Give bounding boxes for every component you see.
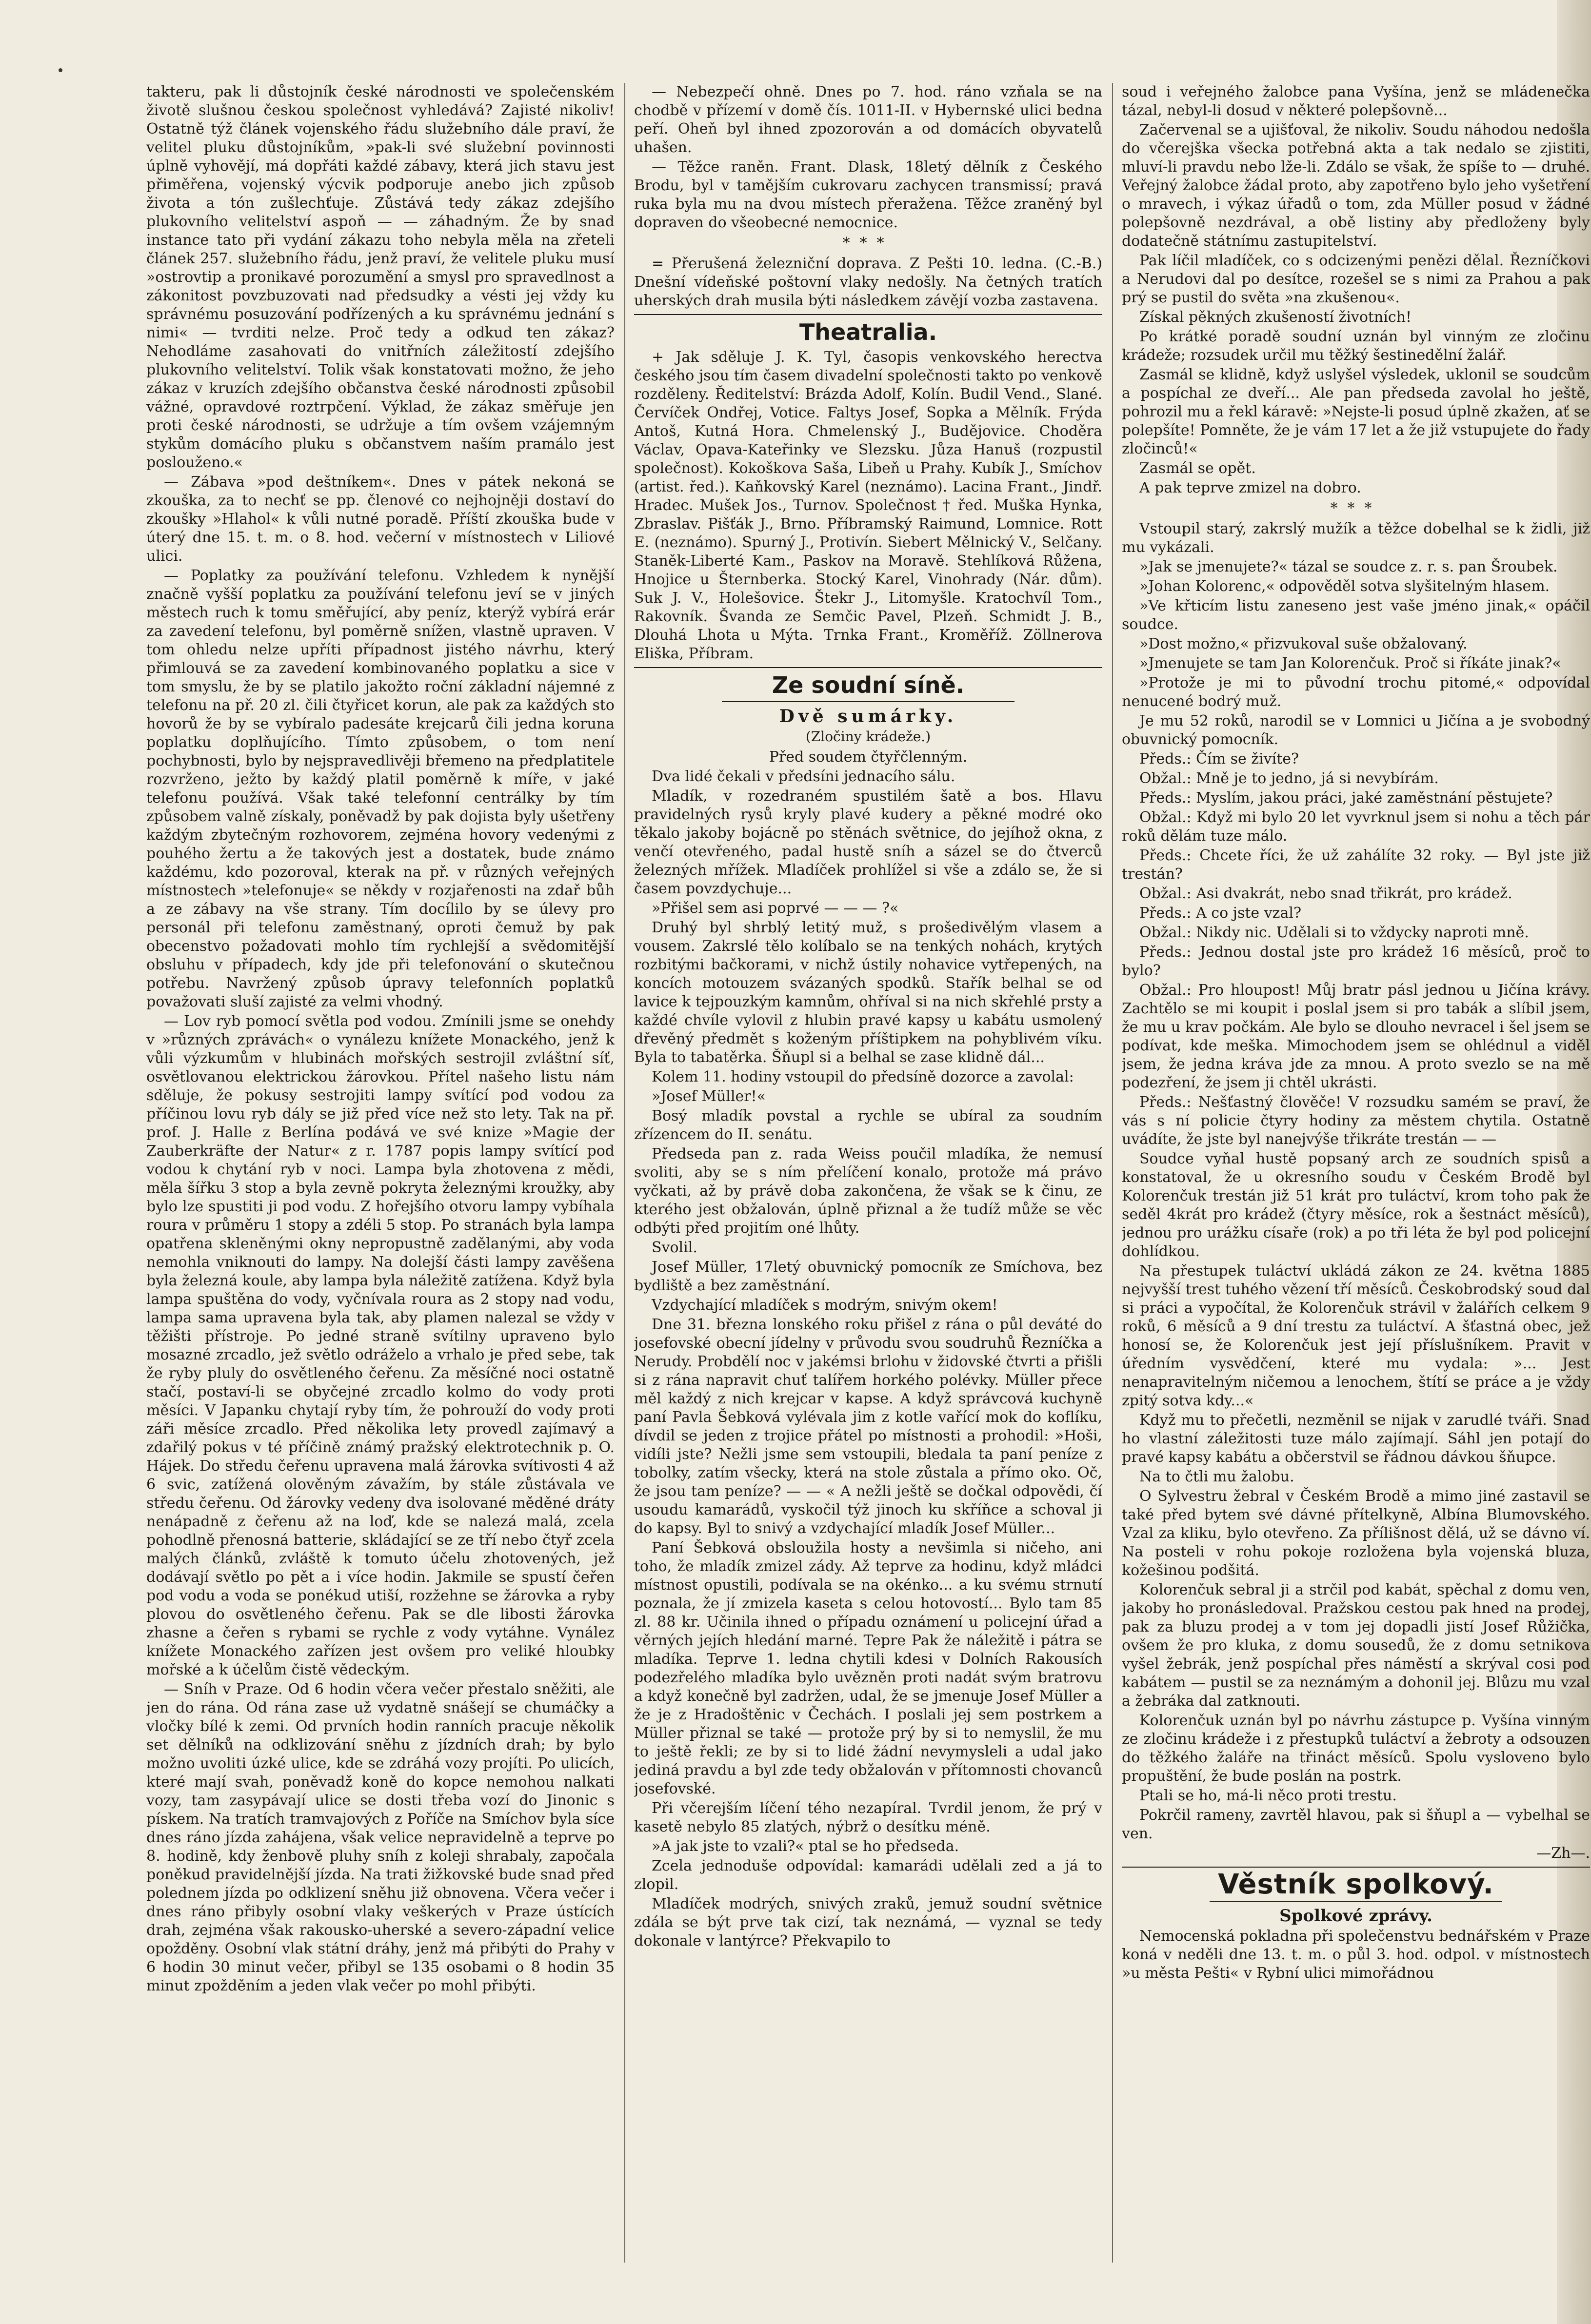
court-paragraph: Kolem 11. hodiny vstoupil do předsíně dozorce a zavolal: <box>652 1068 1074 1085</box>
column-rule <box>624 83 625 2263</box>
court-paragraph: O Sylvestru žebral v Českém Brodě a mimo jiné zastavil se také před bytem své dávné přítelkyně, Albína Blumovského. Vzal za kliku, bylo otevřeno. Za přílišnost dělá, už se dávno ví. Na posteli v rohu pokoje rozložena byla vojenská bluza, kožešinou podšitá. <box>1122 1488 1590 1579</box>
court-paragraph: Josef Müller, 17letý obuvnický pomocník ze Smíchova, bez bydliště a bez zaměstnání. <box>634 1259 1102 1294</box>
court-paragraph: »Ve křticím listu zaneseno jest vaše jméno jinak,« opáčil soudce. <box>1122 597 1590 633</box>
horizontal-rule <box>634 667 1102 668</box>
court-paragraph: Druhý byl shrblý letitý muž, s prošedivělým vlasem a vousem. Zakrslé tělo kolíbalo se na tenkých nohách, krytých rozbitými bačkorami, v nichž ústily nohavice vytřepených, na koncích motouzem svázaných spodků. Stařík belhal se od lavice k tejpouzkým kamnům, ohříval si na nich skřehlé prsty a každé chvíle vylovil z hlubin pravé kapsy u kabátu usmolený dřevěný předmět s koženým příštipkem na pohyblivém víku. Byla to tabatěrka. Šňupl si a belhal se zase klidně dál... <box>634 919 1102 1066</box>
court-paragraph: Mladík, v rozedraném spustilém šatě a bos. Hlavu pravidelných rysů kryly plavé kudery a pěkné modré oko těkalo jakoby bojácně po stěnách světnice, do jejíhož okna, z venčí otevřeného, padal hustě sníh a sázel se do čtverců železných mřížek. Mladíček prohlížel si vše a zdálo se, že si časem povzdychuje... <box>634 788 1102 897</box>
section-title-vestnik: Věstník spolkový. <box>1218 1869 1494 1900</box>
court-paragraph: »A jak jste to vzali?« ptal se ho předseda. <box>652 1838 959 1855</box>
court-paragraph: »Josef Müller!« <box>652 1088 766 1105</box>
court-paragraph: Když mu to přečetli, nezměnil se nijak v zarudlé tváři. Snad ho vlastní záležitosti tuze málo zajímají. Sáhl jen potají do pravé kapsy kabátu a občerstvil se řádnou dávkou šňupce. <box>1122 1412 1590 1466</box>
news-item-telephone: — Poplatky za používání telefonu. Vzhledem k nynější značně vyšší poplatku za používání telefonu jeví se v jiných městech ruch k tomu směřující, aby peníz, kterýž vybírá erár za zavedení telefonu, byl poměrně snížen, vlastně upraven. V tom ohledu nelze upříti případnost jistého návrhu, který přimlouvá se za zavedení kombinovaného poplatku a sice v tom smyslu, že by se platilo jakožto roční základní nájemné z telefonu na př. 20 zl. čili čtyřicet korun, ale pak za každých sto hovorů že by se vybíralo padesáte krejcarů čili jedna koruna poplatku doplňujícího. Tímto způsobem, o tom není pochybnosti, bylo by nejspravedlivěji břemeno na předplatitele rozvrženo, ježto by každý platil poměrně k míře, v jaké telefonu používá. Však také telefonní centrálky by tím způsobem valně získaly, poněvadž by pak dojista byly ušetřeny každým zbytečným rozhovorem, zejména hovory vedenými z pouhého žertu a že takových jest a dostatek, bude známo každému, kdo pozoroval, kterak na př. v různých veřejných místnostech »telefonuje« se někdy v rozjařenosti na zdař bůh a ze zábavy na vše strany. Tím docílilo by se úlevy pro personál při telefonu zaměstnaný, oproti čemuž by pak obecenstvo požadovati mohlo tím rychlejší a svědomitější obsluhu v případech, kdy jde při telefonování o skutečnou potřebu. Navržený způsob úpravy telefonních poplatků považovati sluší zajisté za velmi vhodný. <box>146 567 615 1010</box>
horizontal-rule <box>1122 1867 1590 1868</box>
court-paragraph: Na to čtli mu žalobu. <box>1139 1468 1294 1485</box>
court-paragraph: Po krátké poradě soudní uznán byl vinným ze zločinu krádeže; rozsudek určil mu těžký šestinedělní žalář. <box>1122 328 1590 364</box>
news-item-fire: — Nebezpečí ohně. Dnes po 7. hod. ráno vzňala se na chodbě v přízemí v domě čís. 1011-II. v Hybernské ulici bedna peří. Oheň byl ihned zpozorován a od domácích obyvatelů uhašen. <box>634 83 1102 156</box>
court-dialogue: Předs.: Chcete říci, že už zahálíte 32 roky. — Byl jste již trestán? <box>1122 847 1590 883</box>
column-1 <box>146 83 615 2267</box>
court-paragraph: »Johan Kolorenc,« odpověděl sotva slyšitelným hlasem. <box>1139 578 1550 595</box>
court-paragraph: Zasmál se klidně, když uslyšel výsledek, uklonil se soudcům a pospíchal ze dveří... Ale pan předseda zavolal ho ještě, pohrozil mu a řekl káravě: »Nejste-li posud úplně zkažen, ať se polepšíte! Pomněte, že je vám 17 let a že již vstupujete do řady zločinců!« <box>1122 366 1590 457</box>
court-paragraph: Pak líčil mladíček, co s odcizenými penězi dělal. Řezníčkovi a Nerudovi dal po desítce, rozešel se s nimi za Prahou a pak prý se pustil do světa »na zkušenou«. <box>1122 252 1590 306</box>
news-item-railway: = Přerušená železniční doprava. Z Pešti 10. ledna. (C.-B.) Dnešní vídeňské poštovní vlaky nedošly. Na četných tratích uherských drah musila býti následkem závějí vozba zastavena. <box>634 255 1102 309</box>
news-item-injured: — Těžce raněn. Frant. Dlask, 18letý dělník z Českého Brodu, byl v tamějším cukrovaru zachycen transmissí; pravá ruka byla mu na dvou místech přeražena. Těžce zraněný byl dopraven do všeobecné nemocnice. <box>634 158 1102 231</box>
court-paragraph: Vstoupil starý, zakrslý mužík a těžce dobelhal se k židli, již mu vykázali. <box>1122 520 1590 556</box>
column-rule <box>1112 83 1113 2263</box>
court-dialogue: Obžal.: Nikdy nic. Udělali si to vždycky naproti mně. <box>1139 924 1529 941</box>
court-tribunal: Před soudem čtyřčlenným. <box>769 748 968 766</box>
court-dialogue: Obžal.: Když mi bylo 20 let vyvrknul jsem si nohu a těch pár roků dělám tuze málo. <box>1122 809 1590 845</box>
court-subnote: (Zločiny krádeže.) <box>805 729 931 745</box>
court-paragraph: »Protože je mi to původní trochu pitomé,« odpovídal nenucené bodrý muž. <box>1122 674 1590 710</box>
court-paragraph: A pak teprve zmizel na dobro. <box>1139 479 1361 496</box>
article-paragraph: takteru, pak li důstojník české národnosti ve společenském životě slušnou českou společnost vyhledává? Zajisté nikoliv! Ostatně týž článek vojenského řádu služebního dále praví, že velitel pluku důstojníkům, »pak-li své služební povinnosti úplně vyhovějí, má dopřáti každé zábavy, která jich stavu jest přiměřena, vojenský výcvik podporuje anebo jich způsob života a tón zušlechťuje. Zůstává tedy zákaz zdejšího plukovního velitelství aspoň — — záhadným. Že by snad instance tato při vydání zákazu toho nebyla měla na zřeteli článek 257. služebního řádu, jenž praví, že velitele pluku musí »ostrovtip a pronikavé porozumění a smysl pro spravedlnost a zákonitost povzbuzovati nad předsudky a vésti jej vždy ku správnému posuzování podřízených a ku správnému jednání s nimi« — tvrditi nelze. Proč tedy a odkud ten zákaz? Nehodláme zasahovati do vnitřních záležitostí zdejšího plukovního velitelství. Tolik však konstatovati možno, že jeho zákaz v kruzích zdejšího občanstva české národnosti způsobil vážné, opravdové roztrpčení. Výklad, že zákaz směřuje jen proti české národnosti, se udržuje a tím ovšem vzájemným stykům domácího pluku s občanstvem naším pramálo jest poslouženo.« <box>146 83 615 471</box>
court-dialogue: Předs.: A co jste vzal? <box>1139 905 1302 922</box>
court-paragraph: Svolil. <box>652 1239 697 1256</box>
court-paragraph: »Jmenujete se tam Jan Kolorenčuk. Proč si říkáte jinak?« <box>1139 655 1561 672</box>
vestnik-subhead: Spolkové zprávy. <box>1279 1906 1432 1926</box>
court-dialogue: Předs.: Čím se živíte? <box>1139 750 1299 768</box>
news-item-snow: — Sníh v Praze. Od 6 hodin včera večer přestalo sněžiti, ale jen do rána. Od rána zase už vydatně snášejí se chumáčky a vločky bílé k zemi. Od prvních hodin ranních pracuje několik set dělníků na odklizování sněhu z jízdních drah; by bylo možno uvoliti úzké ulice, kde se zdráhá vozy projíti. Po ulicích, které mají svah, poněvadž koně do kopce nemohou nalkati vozy, tam zasypávají ulice se dosti třeba vozí do Jinonic s pískem. Na tratích tramvajových z Poříče na Smíchov byla síce dnes ráno jízda zahájena, však velice nepravidelně a teprve po 8. hodině, kdy ženbově pluhy sníh z koleji shrabaly, započala poněkud pravidelnější jízda. Na trati žižkovské bude snad před polednem jízda po odklizení sněhu již obnovena. Včera večer i dnes ráno přibyly osobní vlaky veškerých v Praze ústících drah, zejména však rakousko-uherské a severo-západní velice opožděny. Osobní vlak státní dráhy, jenž má přibýti do Prahy v 6 hodin 30 minut večer, přibyl se 135 osobami o 8 hodin 35 minut zpožděním a jeden vlak večer po mohl přibýti. <box>146 1681 615 1994</box>
court-paragraph: Na přestupek tuláctví ukládá zákon ze 24. května 1885 nejvyšší trest tuhého vězení tří měsíců. Českobrodský soud dal si práci a vypočítal, že Kolorenčuk strávil v žalářích celkem 9 roků, 6 měsíců a 9 dní trestu za tuláctví. A šťastná obec, jež honosí se, že Kolorenčuk jest její příslušníkem. Pravit v úředním vysvědčení, které mu vydala: »... Jest nenapravitelným ničemou a lenochem, štítí se práce a je vždy zpitý sotva kdy...« <box>1122 1262 1590 1409</box>
court-paragraph: Předseda pan z. rada Weiss poučil mladíka, že nemusí svoliti, aby se s ním přelíčení konalo, protože má právo vyčkati, až by právě doba zakončena, že však se k činu, ze kterého jest obžalován, úplně přiznal a že tudíž může se věc odbýti před projitím oné lhůty. <box>634 1145 1102 1237</box>
column-2 <box>634 83 1102 2267</box>
ink-speck <box>59 68 62 72</box>
court-paragraph: Paní Šebková obsloužila hosty a nevšimla si ničeho, ani toho, že mladík zmizel zády. Až teprve za hodinu, když mládci místnost opustili, podívala se na okénko... a ku svému strnutí poznala, že jí zmizela kaseta s celou hotovostí... Bylo tam 85 zl. 88 kr. Učinila ihned o případu oznámení u policejní úřad a věrných jejích hledání marné. Tepre Pak že náležitě i pátra se mladíka. Teprve 1. ledna chytili kdesi v Dolních Rakousích podezřelého mladíka bylo uvězněn proti nadát svým bratrovu a když konečně byl zadržen, udal, že se jmenuje Josef Müller a že je z Hradoštěnic v Čechách. I poslali jej sem postrkem a Müller přiznal se také — protože prý by si to nemyslil, že mu to ještě řekli; ze by si to lidé žádní nevymysleli a udal jako jediná pravdu a byl zde tedy obžalován v přítomnosti chovanců josefovské. <box>634 1539 1102 1797</box>
news-item-umbrella: — Zábava »pod deštníkem«. Dnes v pátek nekoná se zkouška, za to nechť se pp. členové co nejhojněji dostaví do zkoušky »Hlahol« k vůli nutné poradě. Příští zkouška bude v úterý dne 15. t. m. o 8. hod. večerní v místnostech v Liliové ulici. <box>146 473 615 565</box>
author-signature: —Zh—. <box>1536 1845 1590 1862</box>
court-paragraph: Ptali se ho, má-li něco proti trestu. <box>1139 1787 1397 1804</box>
court-paragraph: soud i veřejného žalobce pana Vyšína, jenž se mládenečka tázal, nebyl-li dosud v některé polepšovně... <box>1122 83 1590 119</box>
news-item-fishing-light: — Lov ryb pomocí světla pod vodou. Zmínili jsme se onehdy v »různých zprávách« o vynálezu knížete Monackého, jenž k vůli výzkumům v hlubinách mořských sestrojil zvláštní síť, osvětlovanou elektrickou žárovkou. Přítel našeho listu nám sděluje, že pokusy sestrojiti lampy svítící pod vodou za příčinou lovu ryb dály se již před více než sto lety. Tak na př. prof. J. Halle z Berlína podává ve své knize »Magie der Zauberkräfte der Natur« z r. 1787 popis lampy svítící pod vodou k chytání ryb v noci. Lampa byla zhotovena z mědi, měla šířku 3 stop a byla zevně pokryta železnými kroužky, aby bylo lze spustiti ji pod vodu. Z hořejšího otvoru lampy vybíhala roura v průměru 1 stopy a zdéli 5 stop. Po stranách byla lampa opatřena skleněnými okny nepropustně zadělanými, aby voda nemohla vniknouti do lampy. Na dolejší části lampy zavěšena byla železná koule, aby lampa byla náležitě zatížena. Když byla lampa spuštěna do vody, vyčnívala roura as 2 stopy nad vodu, lampa sama upravena byla tak, aby plamen nalezal se vždy v těžišti přístroje. Po jedné straně svítilny upraveno bylo mosazné zrcadlo, jež světlo odráželo a vrhalo je před sebe, tak že ryby pluly do osvětleného čeřenu. Za měsíčné noci ostatně stačí, postaví-li se obyčejné zrcadlo kolmo do vody proti měsíci. V Japanku chytají ryby tím, že pohrouží do vody proti záři měsíce zrcadlo. Před několika lety provedl zajímavý a zdařilý pokus v té příčině známý pražský elektrotechnik p. O. Hájek. Do středu čeřenu upravena malá žárovka svítivosti 4 až 6 svic, zatížená olověným závažím, by stále zůstávala ve středu čeřenu. Od žárovky vedeny dva isolované měděné dráty nenápadně z čeřenu až na loď, kde se nalezá malá, zcela pohodlně přenosná batterie, skládající se ze tří nebo čtyř zcela malých článků, zvláště k tomuto účelu zhotovených, jež dodávají světlo po pět a i více hodin. Jakmile se spustí čeřen pod vodu a voda se ponékud utiší, rozžehne se žárovka a ryby plovou do osvětleného čeřenu. Pak se dle libosti žárovka zhasne a čeřen s rybami se rychle z vody vytáhne. Vynález knížete Monackého zařízen jest ovšem pro veliké hloubky mořské a k účelům čistě vědeckým. <box>146 1013 615 1678</box>
court-paragraph: »Přišel sem asi poprvé — — — ?« <box>652 900 899 917</box>
column-3 <box>1122 83 1590 2267</box>
court-paragraph: Začervenal se a ujišťoval, že nikoliv. Soudu náhodou nedošla do včerejška všecka potřebná akta a tak nedalo se zjistiti, mluví-li pravdu nebo lže-li. Zdálo se však, že spíše to — druhé. Veřejný žalobce žádal proto, aby zapotřeno bylo jeho vyšetření o mravech, i výkaz úřadů o tom, zda Müller posud v žádné polepšovně nezdrával, a obě listiny aby předloženy byly dodatečně státnímu zastupitelství. <box>1122 121 1590 250</box>
court-paragraph: Mladíček modrých, snivých zraků, jemuž soudní světnice zdála se být prve tak cizí, tak neznámá, — vyznal se tedy dokonale v lantýrce? Překvapilo to <box>634 1895 1102 1950</box>
court-paragraph: »Jak se jmenujete?« tázal se soudce z. r. s. pan Šroubek. <box>1139 558 1558 575</box>
court-paragraph: Pokrčil rameny, zavrtěl hlavou, pak si šňupl a — vybelhal se ven. <box>1122 1807 1590 1842</box>
horizontal-rule <box>634 314 1102 315</box>
divider-line <box>1210 1901 1502 1902</box>
court-dialogue: Obžal.: Pro hloupost! Můj bratr pásl jednou u Jičína krávy. Zachtělo se mi koupit i poslal jsem si pro tabák a slíbil jsem, že mu u krav počkám. Ale bylo se dlouho nevracel i šel jsem se podívat, kde meška. Mimochodem jsem se ohlédnul a viděl jsem, že jedna kráva jde za mnou. A proto svezlo se na mě podezření, že jsem ji chtěl ukrásti. <box>1122 982 1590 1091</box>
court-paragraph: »Dost možno,« přizvukoval suše obžalovaný. <box>1139 635 1468 652</box>
court-dialogue: Obžal.: Asi dvakrát, nebo snad třikrát, pro krádež. <box>1139 885 1512 902</box>
court-paragraph: Bosý mladík povstal a rychle se ubíral za soudním zřízencem do II. senátu. <box>634 1107 1102 1143</box>
court-dialogue: Předs.: Jednou dostal jste pro krádež 16 měsíců, proč to bylo? <box>1122 944 1590 979</box>
court-paragraph: Je mu 52 roků, narodil se v Lomnici u Jičína a je svobodný obuvnický pomocník. <box>1122 712 1590 748</box>
separator-stars: *** <box>842 235 894 252</box>
divider-line <box>722 701 1014 702</box>
court-dialogue: Předs.: Nešťastný člověče! V rozsudku samém se praví, že vás s ní policie čtyry hodiny za městem chytila. Ostatně uvádíte, že jste byl nanejvýše třikráte trestán — — <box>1122 1094 1590 1148</box>
court-paragraph: Získal pěkných zkušeností životních! <box>1139 309 1412 326</box>
court-paragraph: Kolorenčuk uznán byl po návrhu zástupce p. Vyšína vinným ze zločinu krádeže i z přestupků tuláctví a žebroty a odsouzen do těžkého žaláře na třináct měsíců. Spolu vysloveno bylo propuštění, že bude poslán na postrk. <box>1122 1712 1590 1785</box>
court-paragraph: Dva lidé čekali v předsíni jednacího sálu. <box>652 768 955 785</box>
court-paragraph: Zcela jednoduše odpovídal: kamarádi udělali zed a já to zlopil. <box>634 1857 1102 1893</box>
vestnik-paragraph: Nemocenská pokladna při společenstvu bednářském v Praze koná v neděli dne 13. t. m. o půl 3. hod. odpol. v místnostech »u města Pešti« v Rybní ulici mimořádnou <box>1122 1928 1590 1982</box>
court-paragraph: Zasmál se opět. <box>1139 460 1256 477</box>
court-paragraph: Vzdychající mladíček s modrým, snivým okem! <box>652 1297 998 1314</box>
court-paragraph: Kolorenčuk sebral ji a strčil pod kabát, spěchal z domu ven, jakoby ho pronásledoval. Pražskou cestou pak hned na prodej, pak za bluzu prodej a v tom jej dopadli jistí Josef Růžička, ovšem že pro kluka, z domu sousedů, že z domu setnikova vyšel žebrák, jenž pospíchal přes náměstí a skrýval cosi pod kabátem — pustil se za neznámým a dohonil jej. Blůzu mu vzal a žebráka dal zatknouti. <box>1122 1581 1590 1710</box>
court-paragraph: Dne 31. března lonského roku přišel z rána o půl deváté do josefovské obecní jídelny v průvodu svou soudruhů Řezníčka a Nerudy. Probdělí noc v jakémsi brlohu v židovské čtvrti a přišli si z rána napravit chuť talířem horkého polévky. Müller přece měl každý z nich krejcar v kapse. A když správcová kuchyně paní Pavla Šebková vylévala jim z kotle vařící mok do koflíku, dívdil se jeden z trojice přátel po místnosti a prohodil: »Hoši, vidíli jste? Nežli jsme sem vstoupili, bledala ta paní peníze z tobolky, zatím všecky, která na stole zůstala a přímo oko. Oč, že jsou tam peníze? — — « A nežli ještě se dočkal odpovědi, čí usoudu kamarádů, vyskočil týž jinoch ku skříňce a schoval ji do kapsy. Byl to snivý a vzdychající mladík Josef Müller... <box>634 1316 1102 1537</box>
court-paragraph: Soudce vyňal hustě popsaný arch ze soudních spisů a konstatoval, že u okresního soudu v Českém Brodě byl Kolorenčuk trestán již 51 krát pro tuláctví, krom toho pak že seděl 4krát pro krádež (čtyry měsíce, rok a šestnáct měsíců), jednou pro urážku císaře (rok) a po tři léta že byl pod policejní dohlídkou. <box>1122 1150 1590 1260</box>
court-subhead: Dvě sumárky. <box>779 706 957 727</box>
separator-stars: *** <box>1330 500 1382 517</box>
court-paragraph: Při včerejším líčení tého nezapíral. Tvrdil jenom, že prý v kasetě nebylo 85 zlatých, nýbrž o desítku méně. <box>634 1800 1102 1835</box>
theatralia-text: + Jak sděluje J. K. Tyl, časopis venkovského herectva českého jsou tím časem divadelní společnosti takto po venkově rozděleny. Ředitelství: Brázda Adolf, Kolín. Budil Vend., Slané. Červíček Ondřej, Votice. Faltys Josef, Sopka a Mělník. Frýda Antoš, Kutná Hora. Chmelenský J., Budějovice. Choděra Václav, Opava-Kateřinky ve Slezsku. Jůza Hanuš (rozpustil společnost). Kokoškova Saša, Libeň u Prahy. Kubík J., Smíchov (artist. řed.). Kaňkovský Karel (neznámo). Lacina Frant., Jindř. Hradec. Mušek Jos., Turnov. Společnost † řed. Muška Hynka, Zbraslav. Pišťák J., Brno. Příbramský Raimund, Lomnice. Rott E. (neznámo). Spurný J., Protivín. Siebert Mělnický V., Selčany. Staněk-Liberté Kam., Paskov na Moravě. Stehlíková Růžena, Hnojice u Šternberka. Stocký Karel, Vinohrady (Nár. dům). Suk J. V., Holešovice. Štekr J., Litomyšle. Kratochvíl Tom., Rakovník. Švanda ze Semčic Pavel, Plzeň. Schmidt J. B., Dlouhá Lhota u Mýta. Trnka Frant., Kroměříž. Zöllnerova Eliška, Příbram. <box>634 349 1102 662</box>
court-dialogue: Obžal.: Mně je to jedno, já si nevybírám. <box>1139 770 1439 787</box>
court-dialogue: Předs.: Myslím, jakou práci, jaké zaměstnání pěstujete? <box>1139 789 1553 807</box>
section-title-theatralia: Theatralia. <box>799 319 937 345</box>
section-title-court: Ze soudní síně. <box>772 672 965 698</box>
